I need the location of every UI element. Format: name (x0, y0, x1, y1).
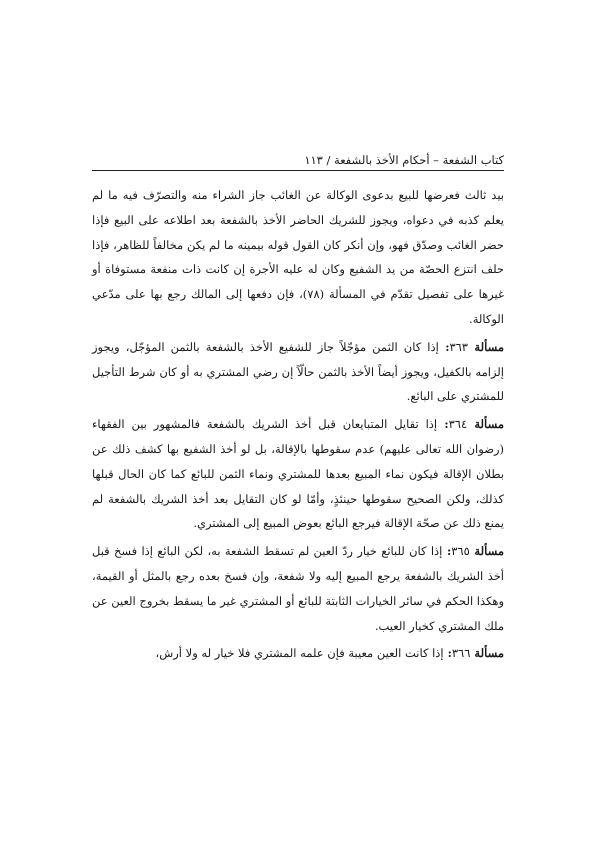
issue-paragraph-363 (92, 335, 504, 409)
running-header (92, 150, 504, 171)
issue-word: مسألة (474, 646, 504, 661)
issue-number: ٣٦٤ (448, 417, 468, 432)
issue-label: مسألة ٣٦٣: (438, 339, 504, 354)
paragraph-continuation (92, 183, 504, 332)
issue-number: ٣٦٣ (449, 339, 468, 354)
issue-word: مسألة (474, 417, 504, 432)
issue-paragraph-366 (92, 641, 504, 666)
page-body (92, 183, 504, 669)
paragraph-text: إذا كان الثمن مؤجّلاً جاز للشفيع الأخذ بالشفعة بالثمن المؤجّل، ويجوز إلزامه بالكفيل، ويجوز أيضاً الأخذ بالثمن حالّاً إن رضي المشتري به أو كان شرط التأجيل للمشتري على البائع. (92, 339, 504, 404)
issue-word: مسألة (474, 544, 505, 559)
issue-paragraph-365 (92, 539, 504, 638)
paragraph-text: إذا كان للبائع خيار ردّ العين لم تسقط الشفعة به، لكن البائع إذا فسخ قبل أخذ الشريك بالشفعة يرجع المبيع إليه ولا شفعة، وإن فسخ بعده رجع بالمثل أو القيمة، وهكذا الحكم في سائر الخيارات الثابتة للبائع أو المشتري غير ما يسقط بخروج العين عن ملك المشتري كخيار العيب. (92, 544, 504, 633)
issue-label: مسألة ٣٦٤: (437, 417, 504, 432)
issue-number: ٣٦٥ (451, 544, 470, 559)
paragraph-text: بيد ثالث فعرضها للبيع بدعوى الوكالة عن الغائب جاز الشراء منه والتصرّف فيه ما لم يعلم كذبه في دعواه، ويجوز للشريك الحاضر الأخذ بالشفعة بعد اطلاعه على البيع فإذا حضر الغائب وصدّق فهو، وإن أنكر كان القول قوله بيمينه ما لم يكن مخالفاً للظاهر، فإذا حلف انتزع الحصّة من يد الشفيع وكان له عليه الأجرة إن كانت ذات منفعة مستوفاة أو غيرها على تفصيل تقدّم في المسألة (٧٨)، فإن دفعها إلى المالك رجع بها على مدّعي الوكالة. (92, 188, 504, 326)
issue-number: ٣٦٦ (451, 646, 471, 661)
issue-word: مسألة (474, 339, 504, 354)
issue-paragraph-364 (92, 412, 504, 536)
paragraph-text: إذا تقايل المتبايعان قبل أخذ الشريك بالشفعة فالمشهور بين الفقهاء (رضوان الله تعالى عليهم) عدم سقوطها بالإقالة، بل لو أخذ الشفيع بها كشف ذلك عن بطلان الإقالة فيكون نماء المبيع بعدها للمشتري ونماء الثمن للبائع كما كان الحال قبلها كذلك، ولكن الصحيح سقوطها حينئذٍ، وأمّا لو كان التقايل بعد أخذ الشريك بالشفعة لم يمنع ذلك عن صحّة الإقالة فيرجع البائع بعوض المبيع إلى المشتري. (92, 417, 504, 531)
running-title: كتاب الشفعة – أحكام الأخذ بالشفعة / ١١٣ (304, 153, 504, 167)
issue-label: مسألة ٣٦٦: (443, 646, 504, 661)
issue-label: مسألة ٣٦٥: (442, 544, 505, 559)
paragraph-text: إذا كانت العين معيبة فإن علمه المشتري فلا خيار له ولا أرش، (155, 646, 444, 661)
